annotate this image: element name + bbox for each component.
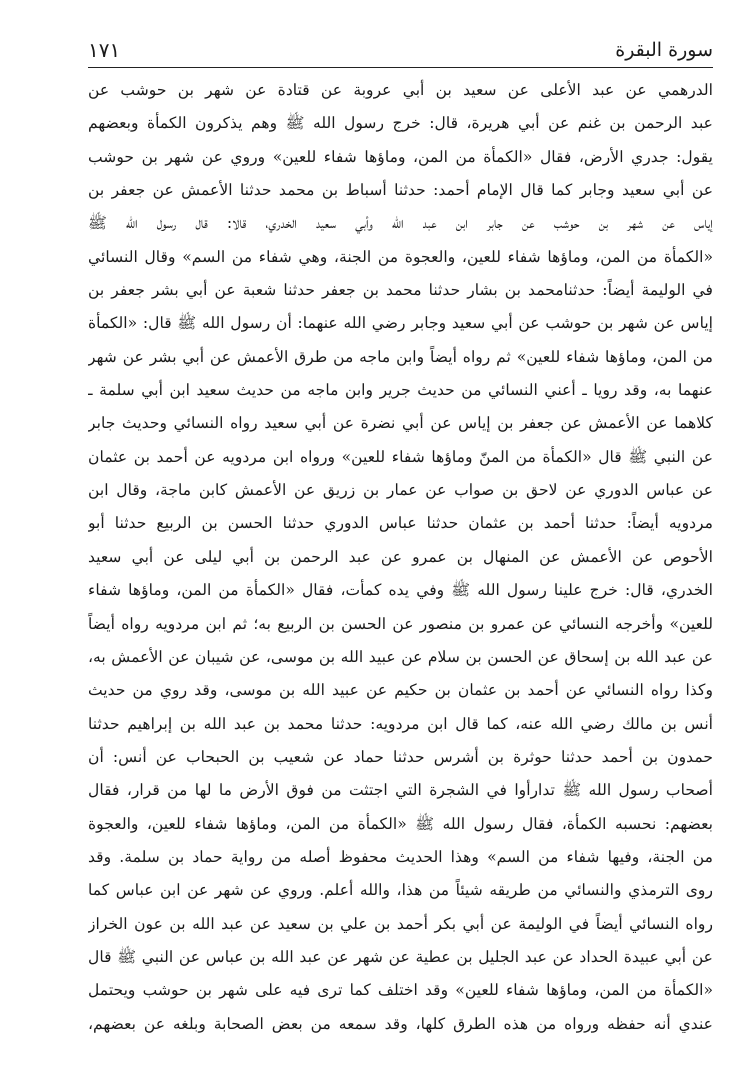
text-line-15: الأحوص عن الأعمش عن المنهال بن عمرو عن عبد الرحمن بن أبي ليلى عن أبي سعيد: [88, 547, 713, 566]
text-line-1: الدرهمي عن عبد الأعلى عن سعيد بن أبي عروبة عن قتادة عن شهر بن حوشب عن: [88, 81, 713, 99]
header-divider: [88, 67, 713, 68]
body-text: [88, 74, 713, 1041]
text-line-5: إياس عن شهر بن حوشب عن جابر ابن عبد الله وأبي سعيد الخدري، قالا: قال رسول الله ﷺ: [88, 214, 713, 233]
text-line-13: عن عباس الدوري عن لاحق بن صواب عن عمار بن زريق عن الأعمش كابن ماجة، وقال ابن: [88, 481, 713, 500]
text-line-26: رواه النسائي أيضاً في الوليمة عن أبي بكر أحمد بن علي بن سعيد عن عبد الله بن عون الخراز: [88, 914, 713, 933]
page-number: ١٧١: [88, 38, 121, 62]
surah-title: سورة البقرة: [615, 39, 713, 61]
text-line-6: «الكمأة من المن، وماؤها شفاء للعين، والعجوة من الجنة، وهي شفاء من السم» وقال النسائي: [88, 247, 713, 266]
text-line-3: يقول: جدري الأرض، فقال «الكمأة من المن، وماؤها شفاء للعين» وروي عن شهر بن حوشب: [88, 147, 713, 166]
text-line-25: روى الترمذي والنسائي من طريقه شيئاً من هذا، والله أعلم. وروي عن شهر عن ابن عباس كما: [88, 881, 713, 900]
text-line-12: عن النبي ﷺ قال «الكمأة من المنّ وماؤها شفاء للعين» ورواه ابن مردويه عن أحمد بن عثمان: [88, 447, 713, 466]
text-line-20: أنس بن مالك رضي الله عنه، كما قال ابن مردويه: حدثنا محمد بن عبد الله بن إبراهيم حدثنا: [88, 714, 713, 733]
text-line-14: مردويه أيضاً: حدثنا أحمد بن عثمان حدثنا عباس الدوري حدثنا الحسن بن الربيع حدثنا أبو: [88, 514, 713, 533]
text-line-28: «الكمأة من المن، وماؤها شفاء للعين» وقد اختلف كما ترى فيه على شهر بن حوشب ويحتمل: [88, 981, 713, 1000]
text-line-23: بعضهم: نحسبه الكمأة، فقال رسول الله ﷺ «الكمأة من المن، وماؤها شفاء للعين، والعجوة: [88, 814, 713, 833]
text-line-2: عبد الرحمن بن غنم عن أبي هريرة، قال: خرج رسول الله ﷺ وهم يذكرون الكمأة وبعضهم: [88, 114, 713, 133]
text-line-21: حمدون بن أحمد حدثنا حوثرة بن أشرس حدثنا حماد عن شعيب بن الحبحاب عن أنس: أن: [88, 747, 713, 766]
text-line-22: أصحاب رسول الله ﷺ تدارأوا في الشجرة التي اجتثت من فوق الأرض ما لها من قرار، فقال: [88, 781, 713, 800]
text-line-17: للعين» وأخرجه النسائي عن عمرو بن منصور عن الحسن بن الربيع به؛ ثم ابن مردويه رواه أيضاً: [88, 614, 713, 633]
text-line-7: في الوليمة أيضاً: حدثنامحمد بن بشار حدثنا محمد بن جعفر حدثنا شعبة عن أبي بشر جعفر بن: [88, 281, 713, 300]
text-line-27: عن أبي عبيدة الحداد عن عبد الجليل بن عطية عن شهر عن عبد الله بن عباس عن النبي ﷺ قال: [88, 947, 713, 966]
text-line-10: عنهما به، وقد رويا ـ أعني النسائي من حديث جرير وابن ماجه من حديث سعيد ابن أبي سلمة ـ: [88, 381, 713, 400]
text-line-24: من الجنة، وفيها شفاء من السم» وهذا الحديث محفوظ أصله من رواية حماد بن سلمة. وقد: [88, 847, 713, 866]
text-line-29: عندي أنه حفظه ورواه من هذه الطرق كلها، وقد سمعه من بعض الصحابة وبلغه عن بعضهم،: [88, 1014, 713, 1033]
running-header: [88, 38, 713, 62]
text-line-11: كلاهما عن الأعمش عن جعفر بن إياس عن أبي نضرة عن أبي سعيد رواه النسائي وحديث جابر: [88, 414, 713, 433]
text-line-18: عن عبد الله بن إسحاق عن الحسن بن سلام عن عبيد الله بن موسى، عن شيبان عن الأعمش به،: [88, 647, 713, 666]
text-line-9: من المن، وماؤها شفاء للعين» ثم رواه أيضاً وابن ماجه من طرق الأعمش عن أبي بشر عن شهر: [88, 347, 713, 366]
text-line-16: الخدري، قال: خرج علينا رسول الله ﷺ وفي يده كمأت، فقال «الكمأة من المن، وماؤها شفاء: [88, 581, 713, 600]
text-line-8: إياس عن شهر بن حوشب عن أبي سعيد وجابر رضي الله عنهما: أن رسول الله ﷺ قال: «الكمأة: [88, 314, 713, 333]
text-line-19: وكذا رواه النسائي عن أحمد بن عثمان بن حكيم عن عبيد الله بن موسى، وقد روي من حديث: [88, 681, 713, 700]
text-line-4: عن أبي سعيد وجابر كما قال الإمام أحمد: حدثنا أسباط بن محمد حدثنا الأعمش عن جعفر بن: [88, 181, 713, 200]
